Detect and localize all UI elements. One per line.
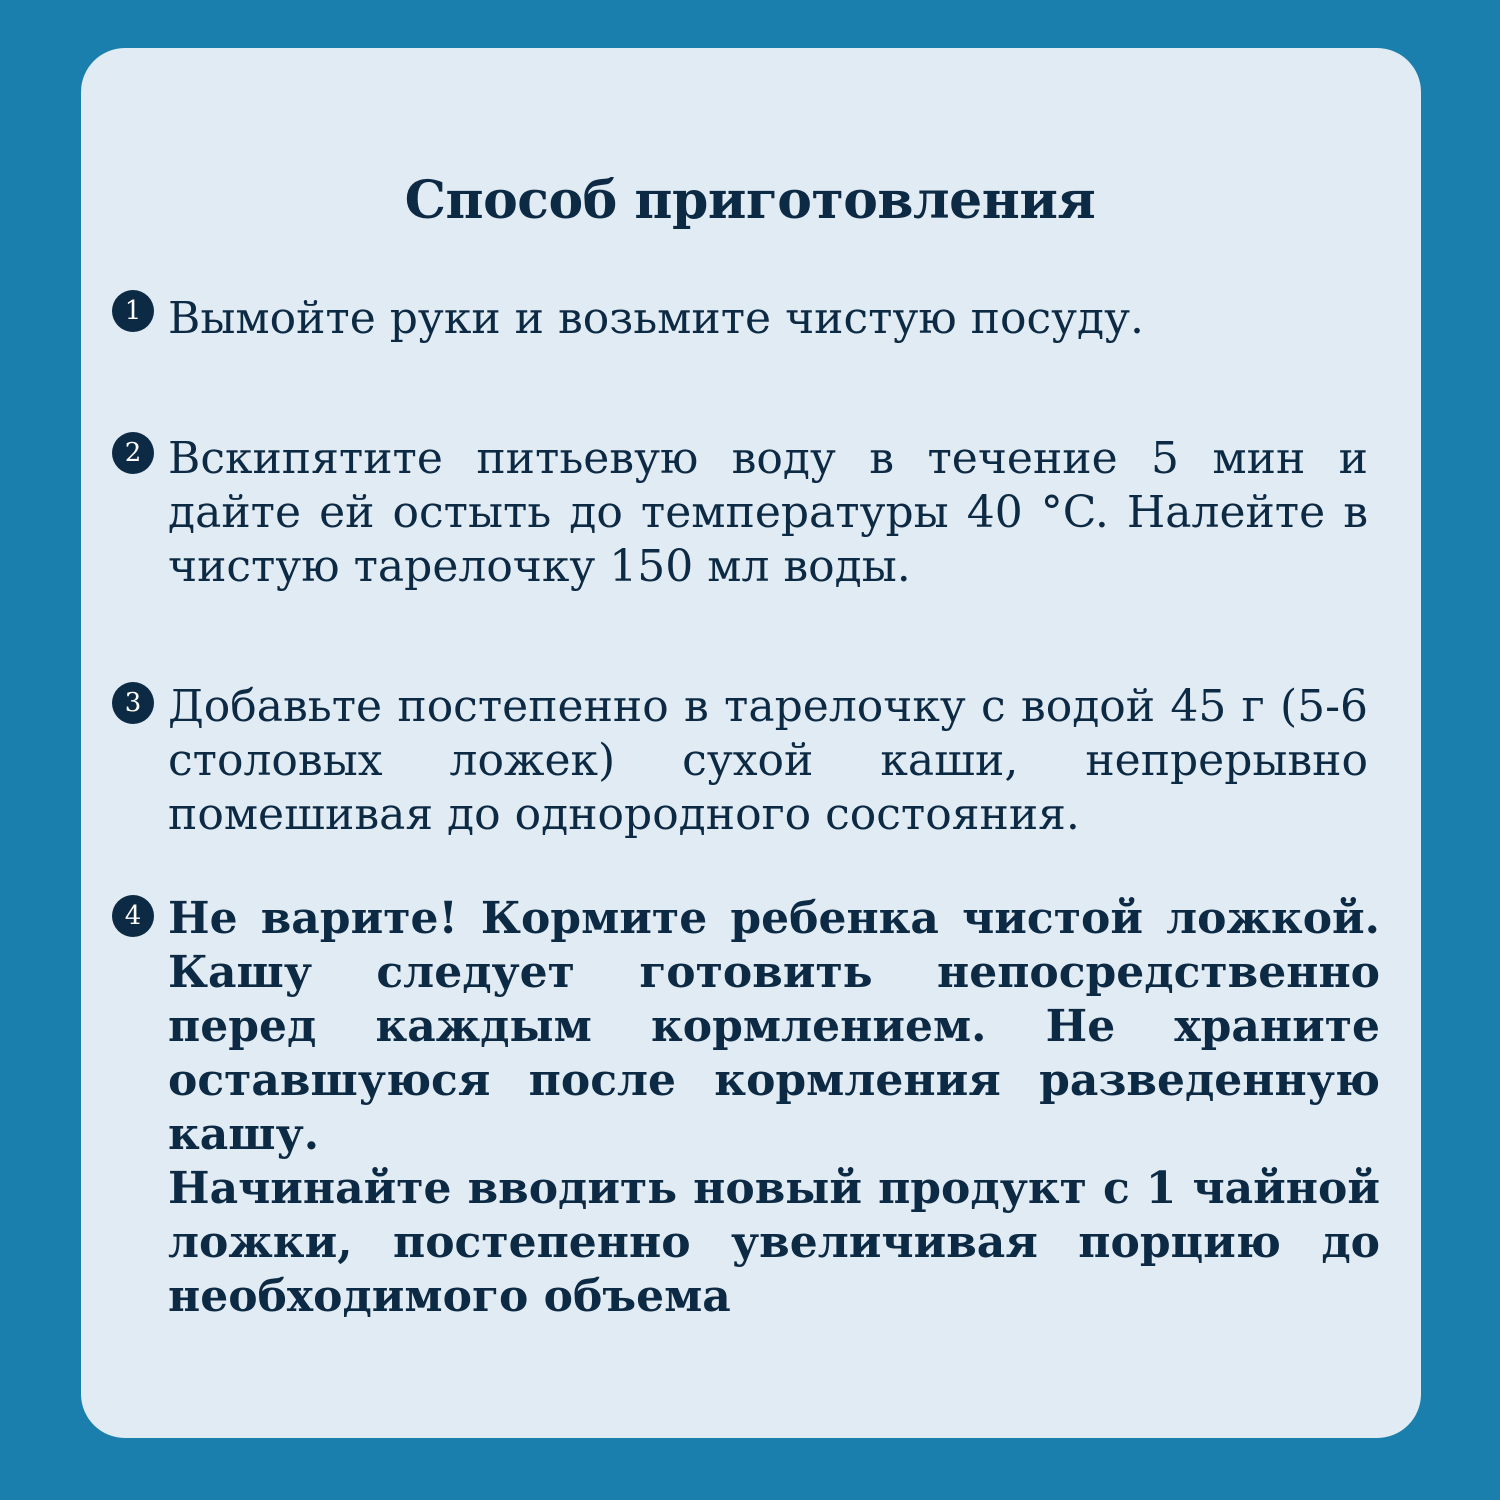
step-1-text: Вымойте руки и возьмите чистую посуду. xyxy=(168,293,1144,344)
step-3-text: Добавьте постепенно в тарелочку с водой 45 г (5-6 столовых ложек) сухой каши, непрерывно помешивая до однородного состояния. xyxy=(168,681,1368,840)
step-4-number-badge: 4 xyxy=(112,895,154,937)
step-2-number-badge: 2 xyxy=(112,432,154,474)
step-4-text-block xyxy=(168,892,1380,1324)
step-3-number-badge: 3 xyxy=(112,682,154,724)
page-title: Способ приготовления xyxy=(404,170,1096,231)
step-1-number-badge: 1 xyxy=(112,290,154,332)
step-4-text: Не варите! Кормите ребенка чистой ложкой. Кашу следует готовить непосредственно перед каждым кормлением. Не храните оставшуюся после кормления разведенную кашу. xyxy=(168,893,1380,1160)
step-2-text: Вскипятите питьевую воду в течение 5 мин и дайте ей остыть до температуры 40 °C. Налейте в чистую тарелочку 150 мл воды. xyxy=(168,433,1368,592)
step-4-text-extra: Начинайте вводить новый продукт с 1 чайной ложки, постепенно увеличивая порцию до необходимого объема xyxy=(168,1163,1380,1322)
